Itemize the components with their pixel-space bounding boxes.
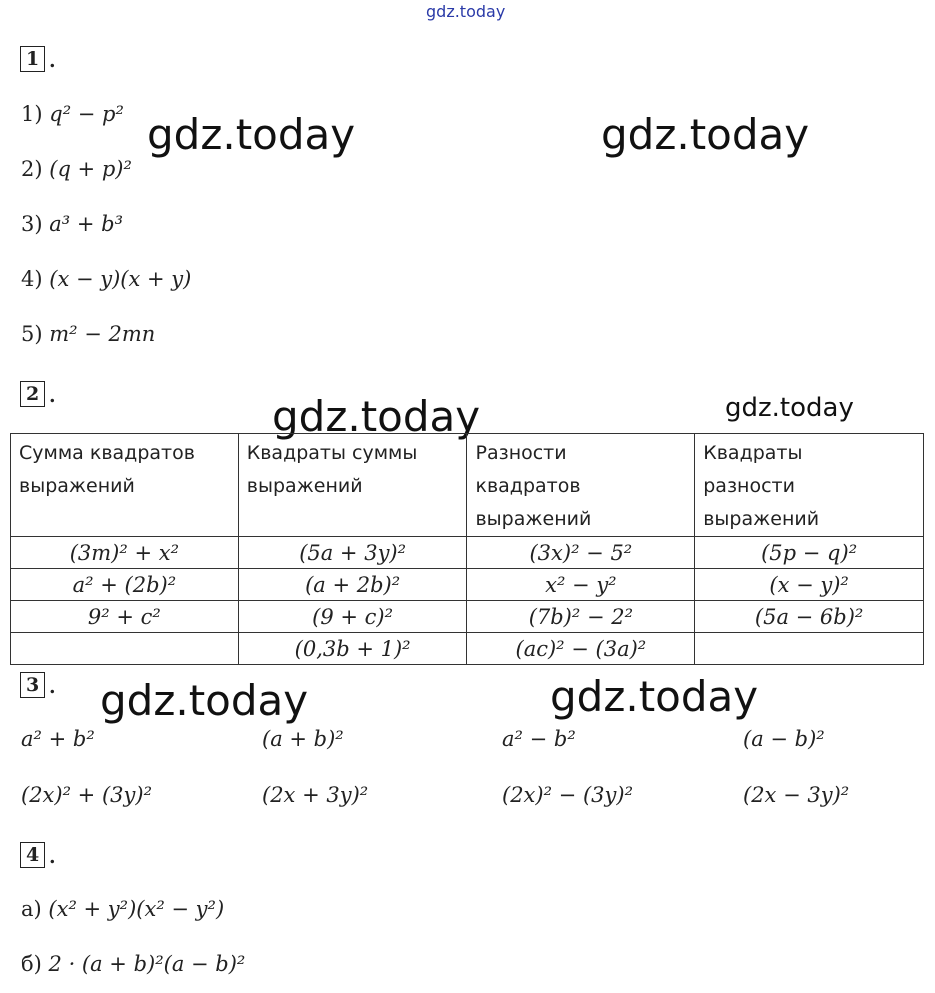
task-1-item-4-expr: (x − y)(x + y): [49, 267, 192, 291]
task-3-expr: (a + b)²: [262, 727, 344, 751]
header-text: выражений: [475, 508, 592, 530]
table-cell: 9² + c²: [11, 601, 239, 633]
task-3-number: [20, 672, 45, 698]
table-cell: [11, 633, 239, 665]
task-1-item-5-expr: m² − 2mn: [49, 322, 156, 346]
table-cell: (7b)² − 2²: [467, 601, 695, 633]
task-4-item-b-label: б): [21, 952, 42, 976]
header-text: выражений: [19, 475, 135, 497]
task-1-item-2-expr: (q + p)²: [49, 157, 132, 181]
task-3-expr: (2x − 3y)²: [743, 783, 850, 807]
task-1-item-2-label: 2): [21, 157, 43, 181]
task-4-item-a-label: а): [21, 897, 42, 921]
watermark-6: gdz.today: [550, 672, 759, 721]
table-cell: [695, 633, 924, 665]
table-row: [11, 601, 924, 633]
header-square-of-sum: [238, 434, 467, 537]
table-row: [11, 633, 924, 665]
task-2-number-text: 2: [26, 383, 40, 405]
watermark-1: gdz.today: [147, 110, 356, 159]
table-cell: (3m)² + x²: [11, 537, 239, 569]
task-3-expr: a² + b²: [21, 727, 95, 751]
header-text: выражений: [703, 508, 820, 530]
task-3-expr: a² − b²: [502, 727, 576, 751]
table-row: [11, 569, 924, 601]
task-4-item-b-expr: 2 · (a + b)²(a − b)²: [48, 952, 246, 976]
table-cell: (5a − 6b)²: [695, 601, 924, 633]
watermark-3: gdz.today: [272, 392, 481, 441]
watermark-4: gdz.today: [725, 393, 854, 423]
table-cell: (a + 2b)²: [238, 569, 467, 601]
task-4-dot: .: [49, 846, 56, 868]
task-4-item-a: [21, 897, 224, 921]
header-difference-of-squares: [467, 434, 695, 537]
table-cell: (5p − q)²: [695, 537, 924, 569]
table-cell: (ac)² − (3a)²: [467, 633, 695, 665]
task-3-expr: (2x)² + (3y)²: [21, 783, 152, 807]
table-row: [11, 537, 924, 569]
task-2-number: [20, 381, 45, 407]
task-3-expr: (2x + 3y)²: [262, 783, 369, 807]
table-cell: (5a + 3y)²: [238, 537, 467, 569]
header-text: Сумма квадратов: [19, 442, 195, 464]
site-link-top[interactable]: gdz.today: [426, 2, 506, 21]
task-1-dot: .: [49, 50, 56, 72]
task-1-item-3-expr: a³ + b³: [49, 212, 123, 236]
table-cell: (0,3b + 1)²: [238, 633, 467, 665]
header-text: Разности: [475, 442, 567, 464]
task-3-expr: (2x)² − (3y)²: [502, 783, 633, 807]
task-1-item-4: [21, 267, 191, 291]
task-1-item-2: [21, 157, 132, 181]
task-3-dot: .: [49, 676, 56, 698]
table-cell: (3x)² − 5²: [467, 537, 695, 569]
expressions-table: [10, 433, 924, 665]
task-4-number: [20, 842, 45, 868]
table-cell: x² − y²: [467, 569, 695, 601]
task-4-number-text: 4: [26, 844, 40, 866]
header-square-of-difference: [695, 434, 924, 537]
table-cell: a² + (2b)²: [11, 569, 239, 601]
task-1-item-3: [21, 212, 123, 236]
watermark-2: gdz.today: [601, 110, 810, 159]
table-header-row: [11, 434, 924, 537]
task-1-item-1-expr: q² − p²: [49, 102, 124, 126]
header-text: Квадраты суммы: [246, 442, 418, 464]
task-4-item-a-expr: (x² + y²)(x² − y²): [48, 897, 225, 921]
header-text: Квадраты: [703, 442, 803, 464]
header-text: выражений: [246, 475, 363, 497]
watermark-5: gdz.today: [100, 676, 309, 725]
task-2-dot: .: [49, 385, 56, 407]
task-1-item-1-label: 1): [21, 102, 43, 126]
task-3-number-text: 3: [26, 674, 40, 696]
task-1-number: [20, 46, 45, 72]
header-text: квадратов: [475, 475, 581, 497]
task-1-item-1: [21, 102, 124, 126]
task-4-item-b: [21, 952, 245, 976]
task-1-item-5-label: 5): [21, 322, 43, 346]
task-1-item-5: [21, 322, 155, 346]
task-1-number-text: 1: [26, 48, 40, 70]
task-3-expr: (a − b)²: [743, 727, 825, 751]
table-cell: (9 + c)²: [238, 601, 467, 633]
header-text: разности: [703, 475, 795, 497]
task-1-item-4-label: 4): [21, 267, 43, 291]
header-sum-of-squares: [11, 434, 239, 537]
table-cell: (x − y)²: [695, 569, 924, 601]
task-1-item-3-label: 3): [21, 212, 43, 236]
